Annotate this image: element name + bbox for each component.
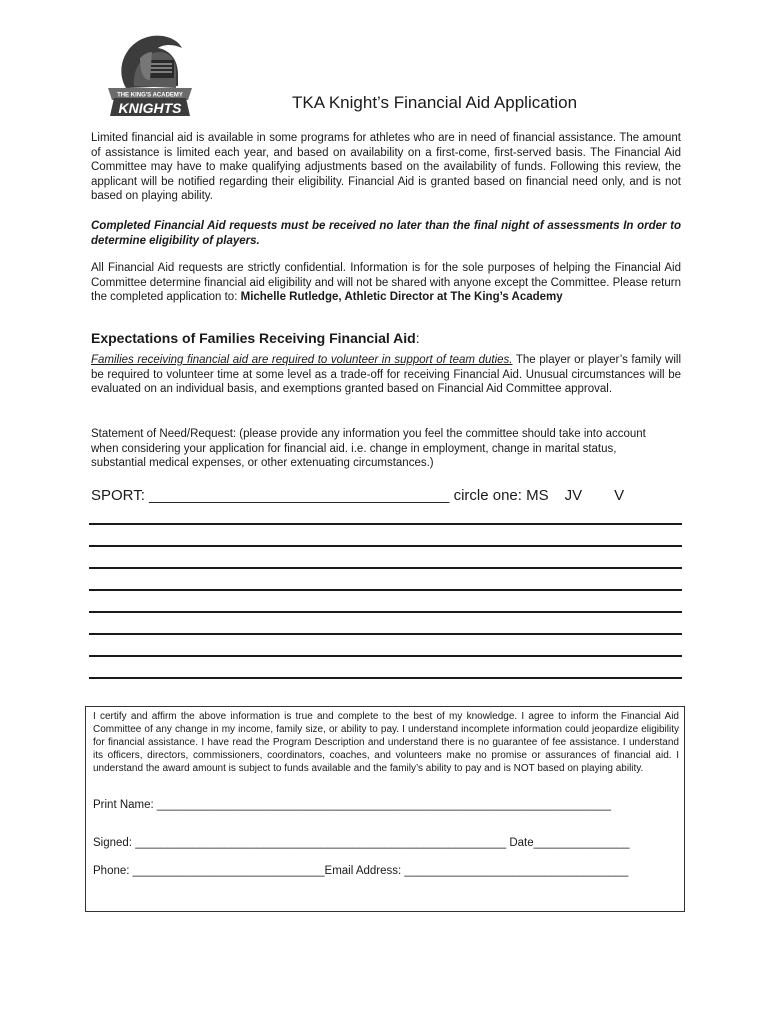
statement-line-3[interactable] (89, 567, 682, 569)
statement-of-need: Statement of Need/Request: (please provide any information you feel the committee should take into account when considering your application for financial aid. i.e. change in employment, change in marital status, substantial medical expenses, or other extenuating circumstances.) (91, 428, 646, 469)
expectations-heading (91, 330, 420, 346)
logo-wordmark: KNIGHTS (118, 100, 182, 116)
statement-line-6[interactable] (89, 633, 682, 635)
deadline-notice: Completed Financial Aid requests must be received no later than the final night of assessments In order to determine eligibility of players. (91, 220, 681, 247)
email-field[interactable]: Email Address: ___________________________________ (324, 865, 629, 877)
level-option-ms[interactable]: MS (526, 487, 549, 504)
sport-label: SPORT: (91, 487, 150, 504)
intro-paragraph: Limited financial aid is available in some programs for athletes who are in need of financial assistance. The amount of assistance is limited each year, and based on availability on a first-come, first-served basis. The Financial Aid Committee may have to make qualifying adjustments based on the availability of funds. Following this review, the applicant will be notified regarding their eligibility. Financial Aid is granted based on financial need only, and is not based on playing ability. (91, 132, 681, 202)
signature-date-row (93, 837, 630, 849)
statement-line-2[interactable] (89, 545, 682, 547)
statement-line-1[interactable] (89, 523, 682, 525)
level-option-v[interactable]: V (614, 487, 625, 504)
expectations-paragraph (91, 353, 681, 397)
return-recipient: Michelle Rutledge, Athletic Director at The King’s Academy (240, 291, 563, 303)
expectations-heading-text: Expectations of Families Receiving Financial Aid (91, 330, 416, 346)
volunteer-requirement: Families receiving financial aid are required to volunteer in support of team duties. (91, 354, 513, 366)
confidentiality-paragraph (91, 261, 681, 305)
page-title: TKA Knight’s Financial Aid Application (292, 93, 578, 112)
certification-text: I certify and affirm the above information is true and complete to the best of my knowledge. I agree to inform the Financial Aid Committee of any change in my income, family size, or ability to pay. I understand incomplete information could jeopardize eligibility for financial assistance. I have read the Program Description and understand there is no guarantee of fee assistance. I understand its officers, directors, commissioners, coordinators, coaches, and volunteers make no promise or assurances of financial aid. I understand the award amount is subject to funds available and the family’s ability to pay and is NOT based on playing ability. (93, 711, 679, 774)
phone-field[interactable]: Phone: ______________________________ (93, 865, 325, 877)
level-option-jv[interactable]: JV (564, 487, 583, 504)
statement-line-8[interactable] (89, 677, 682, 679)
statement-line-4[interactable] (89, 589, 682, 591)
sport-field[interactable] (91, 487, 624, 504)
circle-one-label: circle one: (449, 487, 527, 504)
certification-box (85, 706, 685, 912)
confidentiality-text: All Financial Aid requests are strictly confidential. Information is for the sole purposes of helping the Financial Aid Committee determine financial aid eligibility and will not be shared with anyone except the Committee. Please return the completed application to: (91, 262, 681, 303)
expectations-heading-colon: : (415, 330, 420, 346)
signed-field[interactable]: Signed: __________________________________________________________ (93, 837, 507, 849)
print-name-field[interactable]: Print Name: _______________________________________________________________________ (93, 799, 612, 811)
sport-blank[interactable]: ____________________________________ (149, 487, 450, 504)
statement-line-7[interactable] (89, 655, 682, 657)
tka-knights-logo (104, 30, 196, 120)
expectations-body: The player or player’s family will be required to volunteer time at some level as a trade-off for receiving Financial Aid. Unusual circumstances will be evaluated on an individual basis, and exemptions granted based on Financial Aid Committee approval. (91, 354, 682, 395)
knight-helmet-icon (104, 30, 196, 120)
logo-tagline: THE KING'S ACADEMY (117, 92, 183, 99)
date-field[interactable]: Date_______________ (506, 837, 630, 849)
statement-line-5[interactable] (89, 611, 682, 613)
phone-email-row (93, 865, 628, 877)
